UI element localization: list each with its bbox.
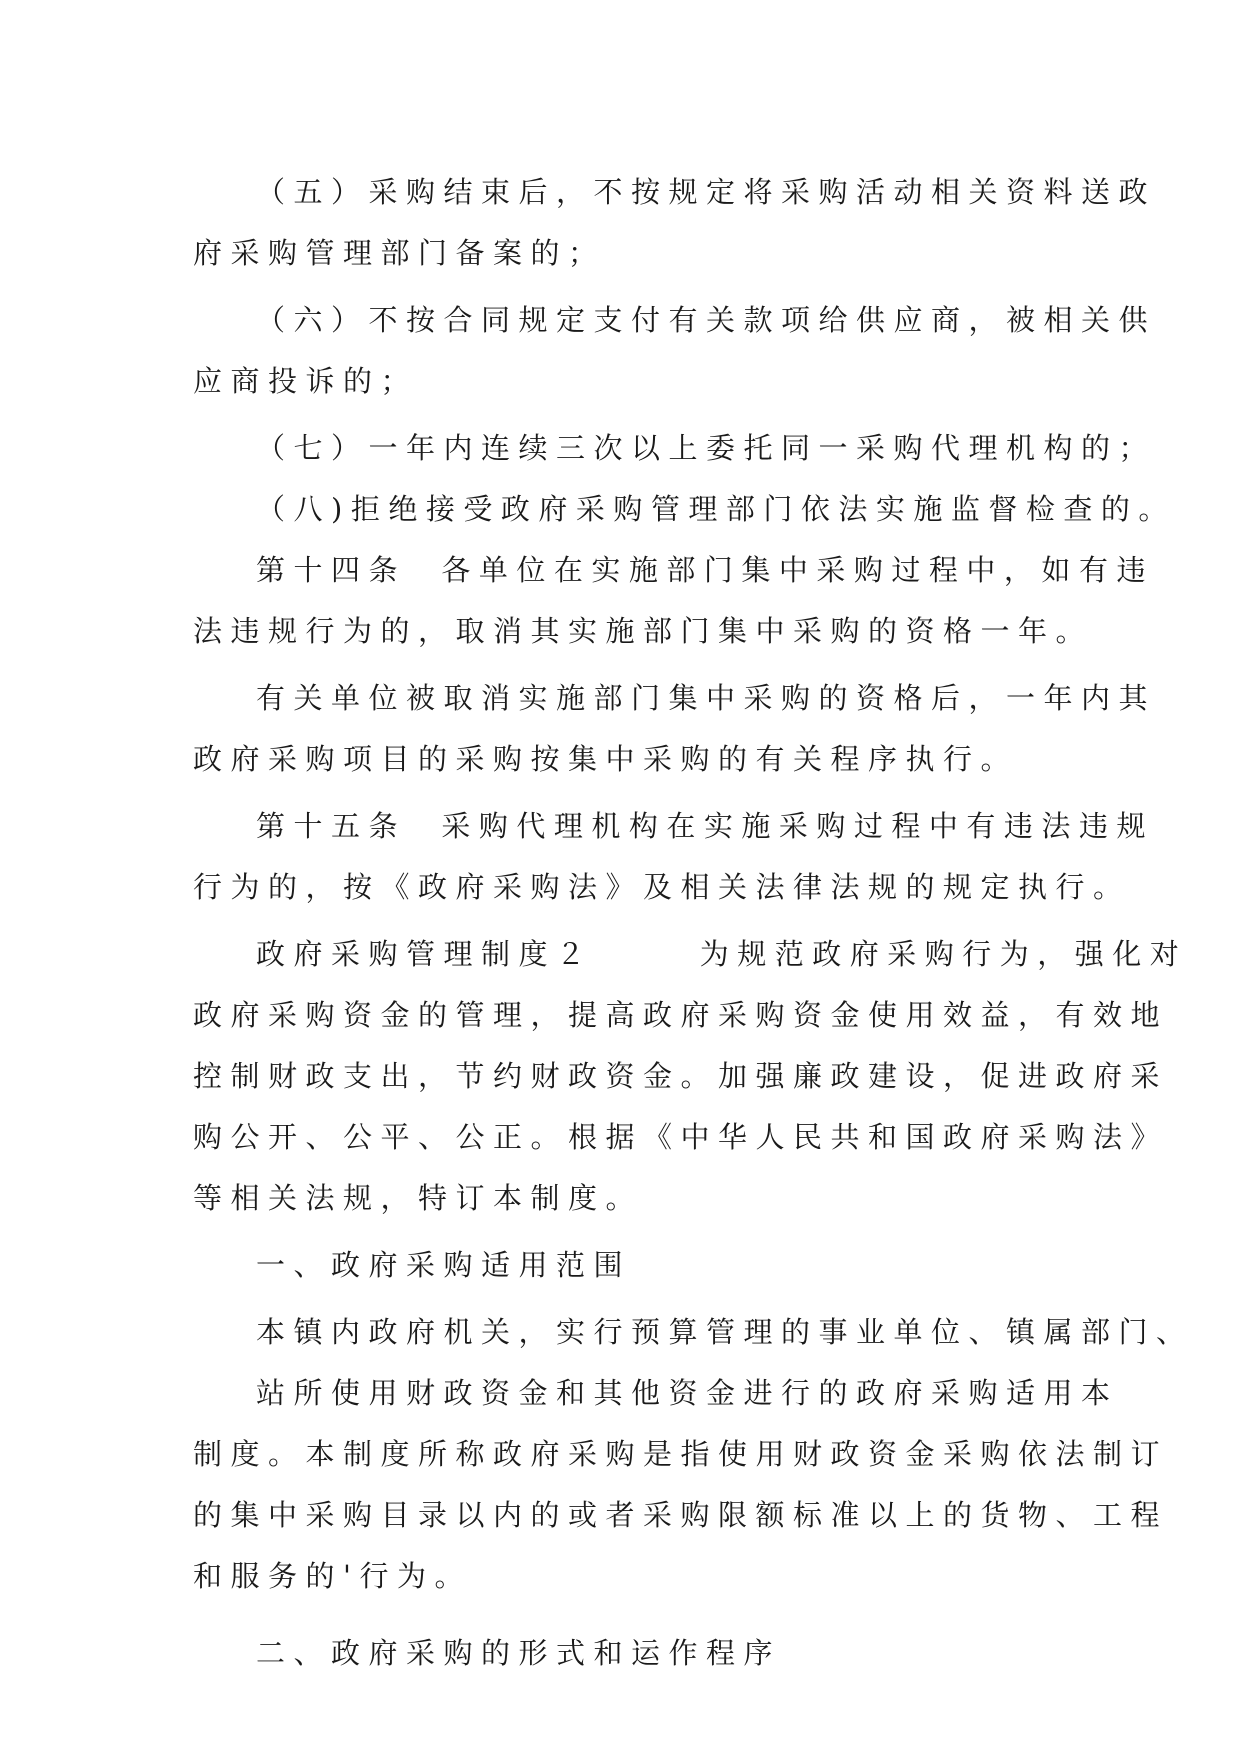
paragraph-line: 本镇内政府机关，实行预算管理的事业单位、镇属部门、 — [256, 1315, 1194, 1349]
paragraph-line: （七）一年内连续三次以上委托同一采购代理机构的； — [256, 431, 1157, 465]
paragraph-line: （六）不按合同规定支付有关款项给供应商，被相关供 — [256, 303, 1157, 337]
paragraph-line: 政府采购资金的管理，提高政府采购资金使用效益，有效地 — [193, 998, 1169, 1032]
paragraph-line: 府采购管理部门备案的； — [193, 236, 606, 270]
paragraph-line: 第十四条 各单位在实施部门集中采购过程中，如有违 — [256, 553, 1154, 587]
paragraph-line: 的集中采购目录以内的或者采购限额标准以上的货物、工程 — [193, 1498, 1169, 1532]
paragraph-line: 政府采购项目的采购按集中采购的有关程序执行。 — [193, 742, 1019, 776]
document-body — [193, 162, 1194, 1684]
paragraph-line: 行为的，按《政府采购法》及相关法律法规的规定执行。 — [193, 870, 1131, 904]
section-heading: 一、政府采购适用范围 — [256, 1248, 632, 1282]
section-heading: 二、政府采购的形式和运作程序 — [256, 1636, 782, 1670]
paragraph-line: 控制财政支出，节约财政资金。加强廉政建设，促进政府采 — [193, 1059, 1169, 1093]
paragraph-line: 等相关法规，特订本制度。 — [193, 1181, 644, 1215]
paragraph-line: 应商投诉的； — [193, 364, 419, 398]
paragraph-line: 政府采购管理制度２ 为规范政府采购行为，强化对 — [256, 937, 1188, 971]
paragraph-line: 站所使用财政资金和其他资金进行的政府采购适用本 — [256, 1376, 1119, 1410]
paragraph-line: （五）采购结束后，不按规定将采购活动相关资料送政 — [256, 175, 1157, 209]
paragraph-line: 制度。本制度所称政府采购是指使用财政资金采购依法制订 — [193, 1437, 1169, 1471]
paragraph-line: 有关单位被取消实施部门集中采购的资格后，一年内其 — [256, 681, 1157, 715]
paragraph-line: 购公开、公平、公正。根据《中华人民共和国政府采购法》 — [193, 1120, 1169, 1154]
paragraph-line: 第十五条 采购代理机构在实施采购过程中有违法违规 — [256, 809, 1154, 843]
paragraph-line: 和服务的'行为。 — [193, 1559, 472, 1593]
paragraph-line: 法违规行为的，取消其实施部门集中采购的资格一年。 — [193, 614, 1094, 648]
paragraph-line: （八)拒绝接受政府采购管理部门依法实施监督检查的。 — [256, 492, 1176, 526]
